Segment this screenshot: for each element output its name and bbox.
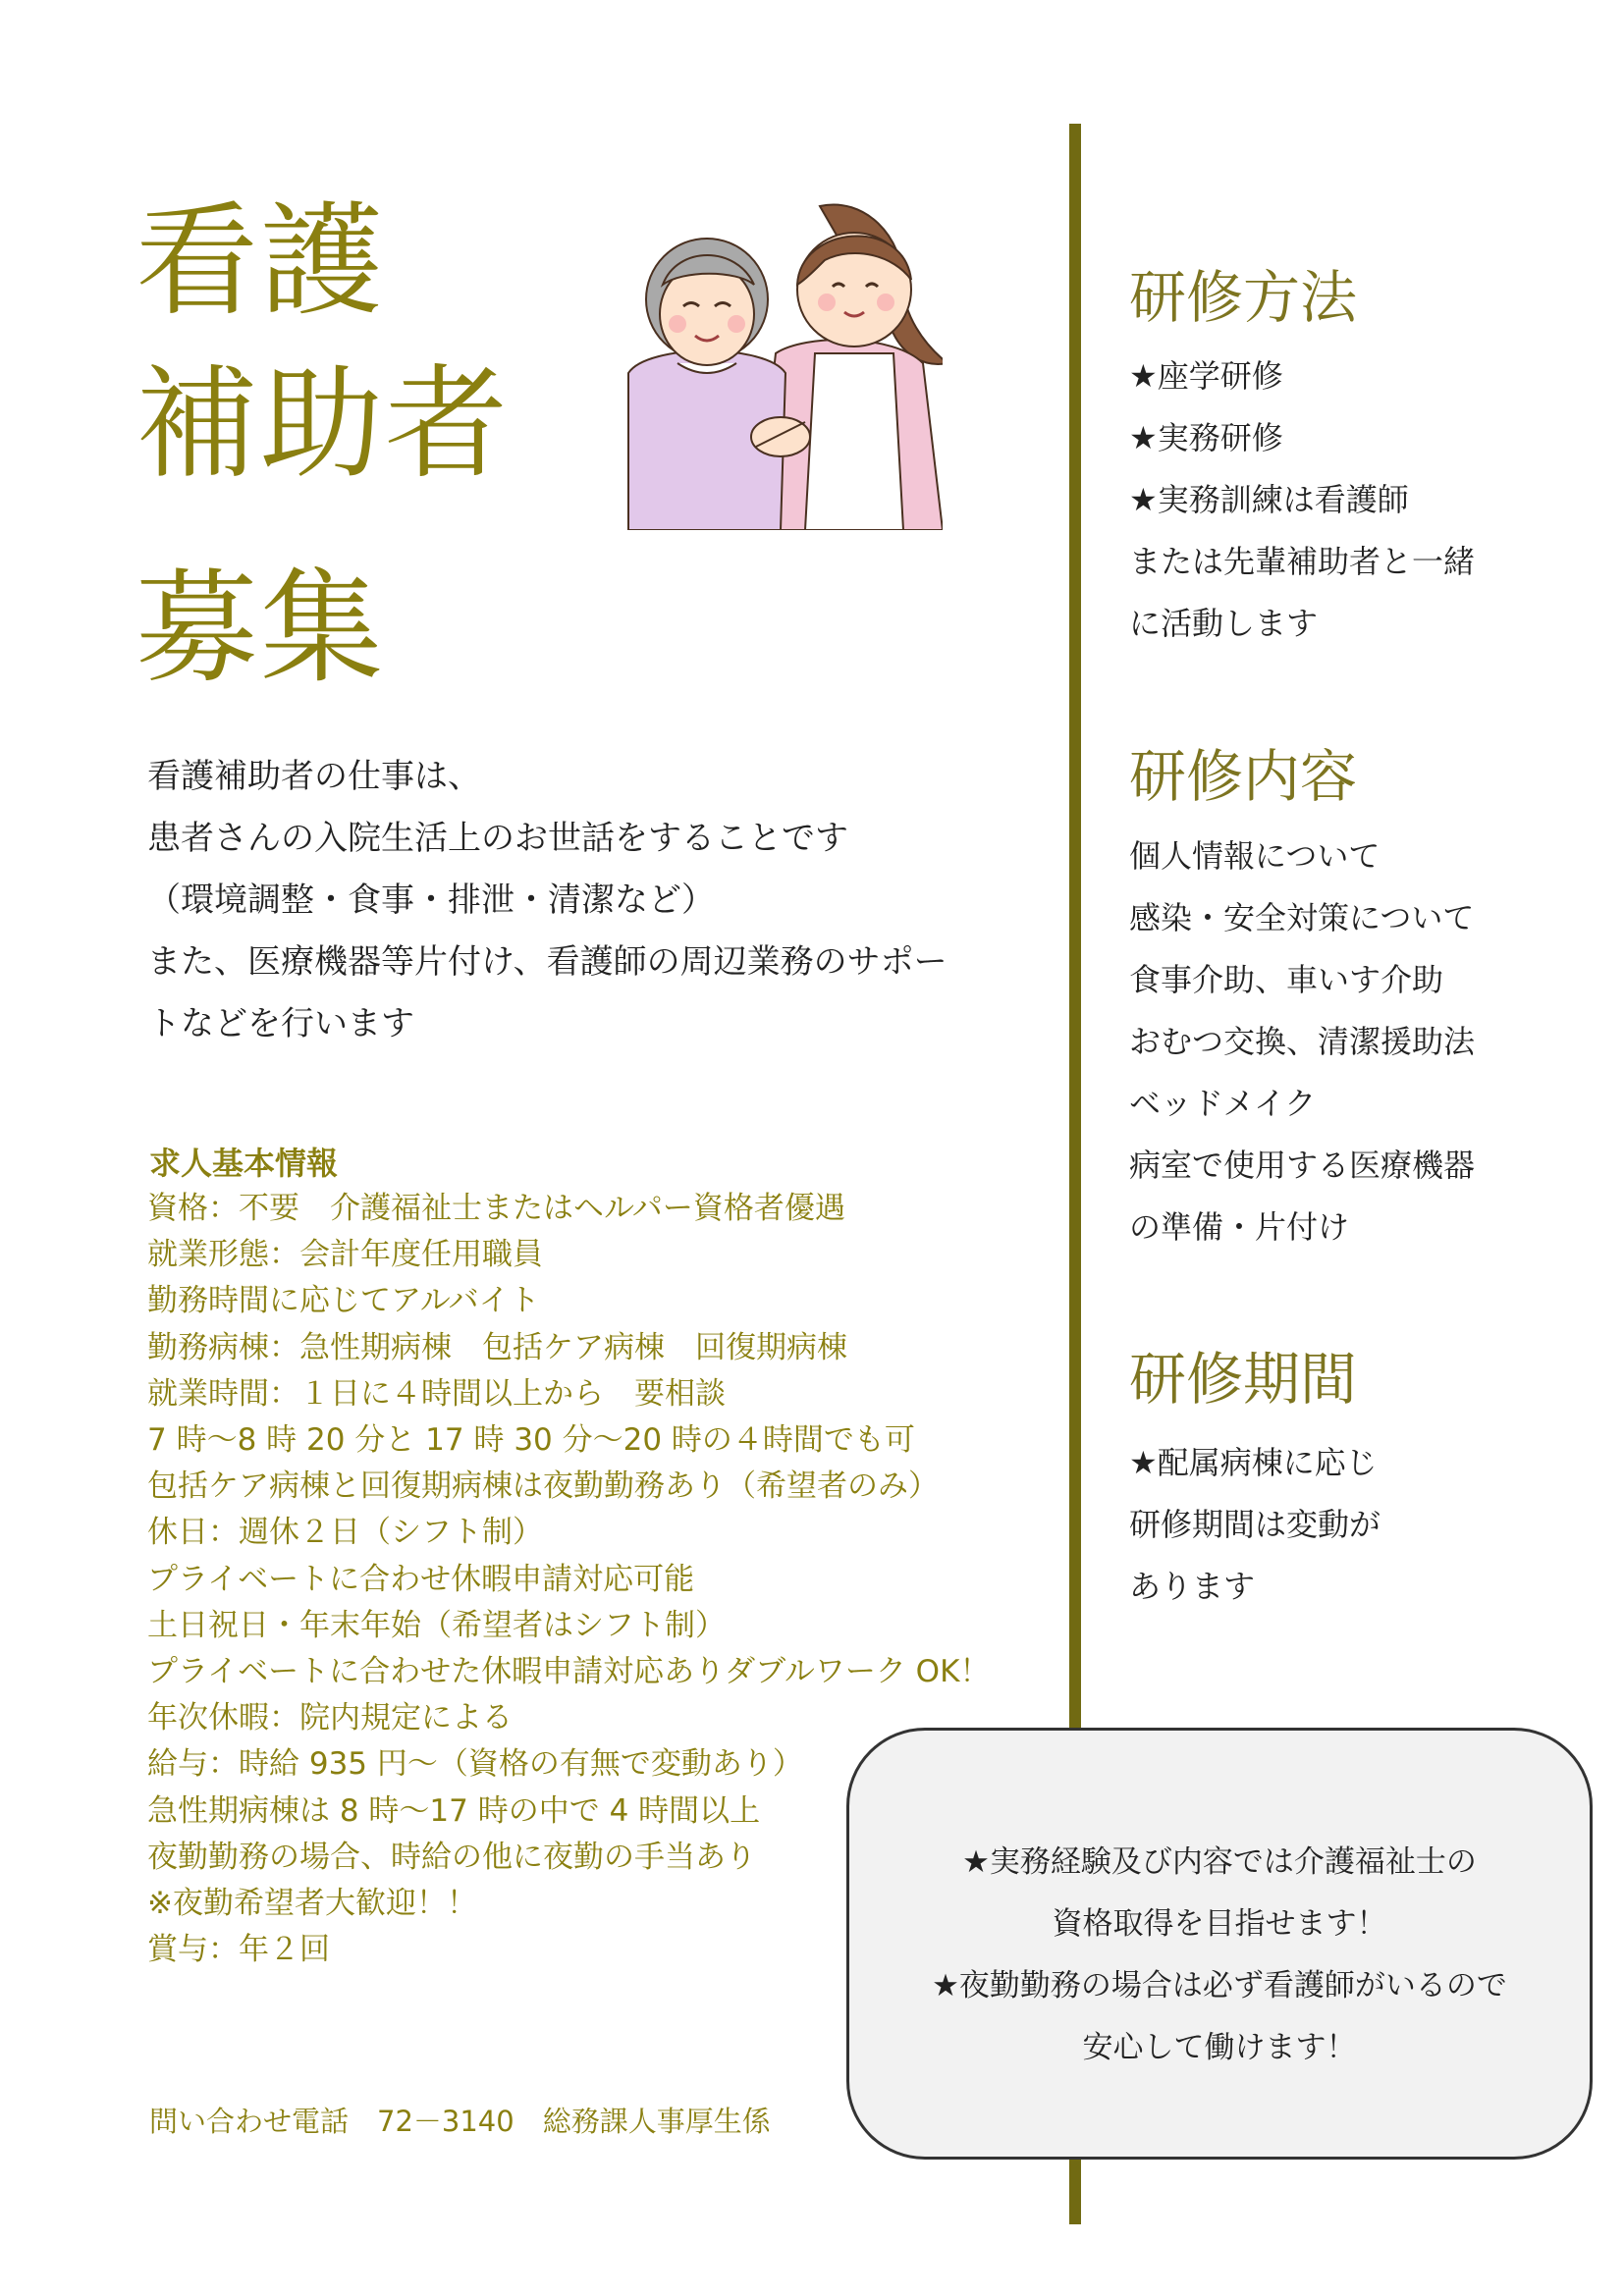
- training-content-line: ベッドメイク: [1129, 1085, 1317, 1122]
- training-content-line: 感染・安全対策について: [1129, 899, 1475, 936]
- job-info-line: 賞与：年２回: [147, 1932, 330, 1968]
- job-info-line: 年次休暇：院内規定による: [147, 1700, 513, 1736]
- note-line: ★実務経験及び内容では介護福祉士の: [962, 1844, 1477, 1880]
- job-info-line: 夜勤勤務の場合、時給の他に夜勤の手当あり: [147, 1839, 756, 1875]
- intro-line: 看護補助者の仕事は、: [147, 757, 481, 796]
- training-content-heading: 研修内容: [1129, 743, 1358, 810]
- intro-line: トなどを行います: [147, 1004, 414, 1043]
- nurse-and-elderly-illustration: [609, 177, 943, 530]
- training-method-line: ★座学研修: [1129, 357, 1283, 395]
- training-method-line: に活動します: [1129, 605, 1319, 642]
- job-info-line: 休日：週休２日（シフト制）: [147, 1515, 543, 1551]
- training-method-heading: 研修方法: [1129, 264, 1358, 331]
- page-title-line-3: 募集: [135, 558, 385, 700]
- job-info-line: 包括ケア病棟と回復期病棟は夜勤勤務あり（希望者のみ）: [147, 1468, 939, 1505]
- note-line: ★夜勤勤務の場合は必ず看護師がいるので: [932, 1968, 1507, 2003]
- training-content-line: おむつ交換、清潔援助法: [1129, 1023, 1476, 1060]
- note-box: [846, 1728, 1593, 2160]
- page-title-line-1: 看護: [135, 190, 385, 333]
- job-info-line: 給与：時給 935 円～（資格の有無で変動あり）: [147, 1746, 803, 1783]
- job-info-line: 勤務病棟：急性期病棟 包括ケア病棟 回復期病棟: [147, 1329, 847, 1365]
- job-info-line: 資格：不要 介護福祉士またはヘルパー資格者優遇: [147, 1191, 845, 1226]
- training-content-line: 個人情報について: [1129, 837, 1380, 875]
- job-info-line: ※夜勤希望者大歓迎！！: [147, 1886, 477, 1922]
- training-period-list: [1129, 1432, 1380, 1618]
- training-method-line: ★実務訓練は看護師: [1129, 481, 1409, 518]
- job-info-line: プライベートに合わせ休暇申請対応可能: [147, 1561, 695, 1597]
- training-period-line: 研修期間は変動が: [1129, 1506, 1381, 1543]
- training-period-line: あります: [1129, 1568, 1256, 1605]
- intro-line: （環境調整・食事・排泄・清潔など）: [147, 881, 715, 920]
- training-period-heading: 研修期間: [1129, 1346, 1358, 1413]
- training-content-line: 病室で使用する医療機器: [1129, 1147, 1476, 1184]
- contact-info: 問い合わせ電話 72－3140 総務課人事厚生係: [149, 2105, 771, 2138]
- job-info-line: 勤務時間に応じてアルバイト: [147, 1283, 540, 1319]
- job-info-line: 7 時～8 時 20 分と 17 時 30 分～20 時の４時間でも可: [147, 1422, 915, 1459]
- intro-line: 患者さんの入院生活上のお世話をすることです: [147, 819, 848, 858]
- intro-text: [147, 746, 1031, 1055]
- note-line: 安心して働けます！: [1082, 2030, 1357, 2065]
- training-content-line: 食事介助、車いす介助: [1129, 961, 1444, 998]
- note-line: 資格取得を目指せます！: [1052, 1906, 1387, 1942]
- job-info-line: 急性期病棟は 8 時～17 時の中で 4 時間以上: [147, 1792, 761, 1829]
- job-info-line: 土日祝日・年末年始（希望者はシフト制）: [147, 1607, 726, 1643]
- training-method-line: または先輩補助者と一緒: [1129, 543, 1476, 580]
- intro-line: また、医療機器等片付け、看護師の周辺業務のサポー: [147, 942, 947, 982]
- training-method-list: [1129, 346, 1475, 655]
- training-content-line: の準備・片付け: [1129, 1208, 1350, 1246]
- job-info-line: 就業形態：会計年度任用職員: [147, 1237, 543, 1273]
- training-period-line: ★配属病棟に応じ: [1129, 1444, 1378, 1481]
- training-content-list: [1129, 826, 1475, 1258]
- training-method-line: ★実務研修: [1129, 419, 1283, 456]
- job-info-heading: 求人基本情報: [149, 1145, 339, 1182]
- job-info-line: プライベートに合わせた休暇申請対応ありダブルワーク OK！: [147, 1654, 991, 1690]
- page-title-line-2: 補助者: [135, 353, 510, 496]
- job-info-line: 就業時間：１日に４時間以上から 要相談: [147, 1375, 726, 1412]
